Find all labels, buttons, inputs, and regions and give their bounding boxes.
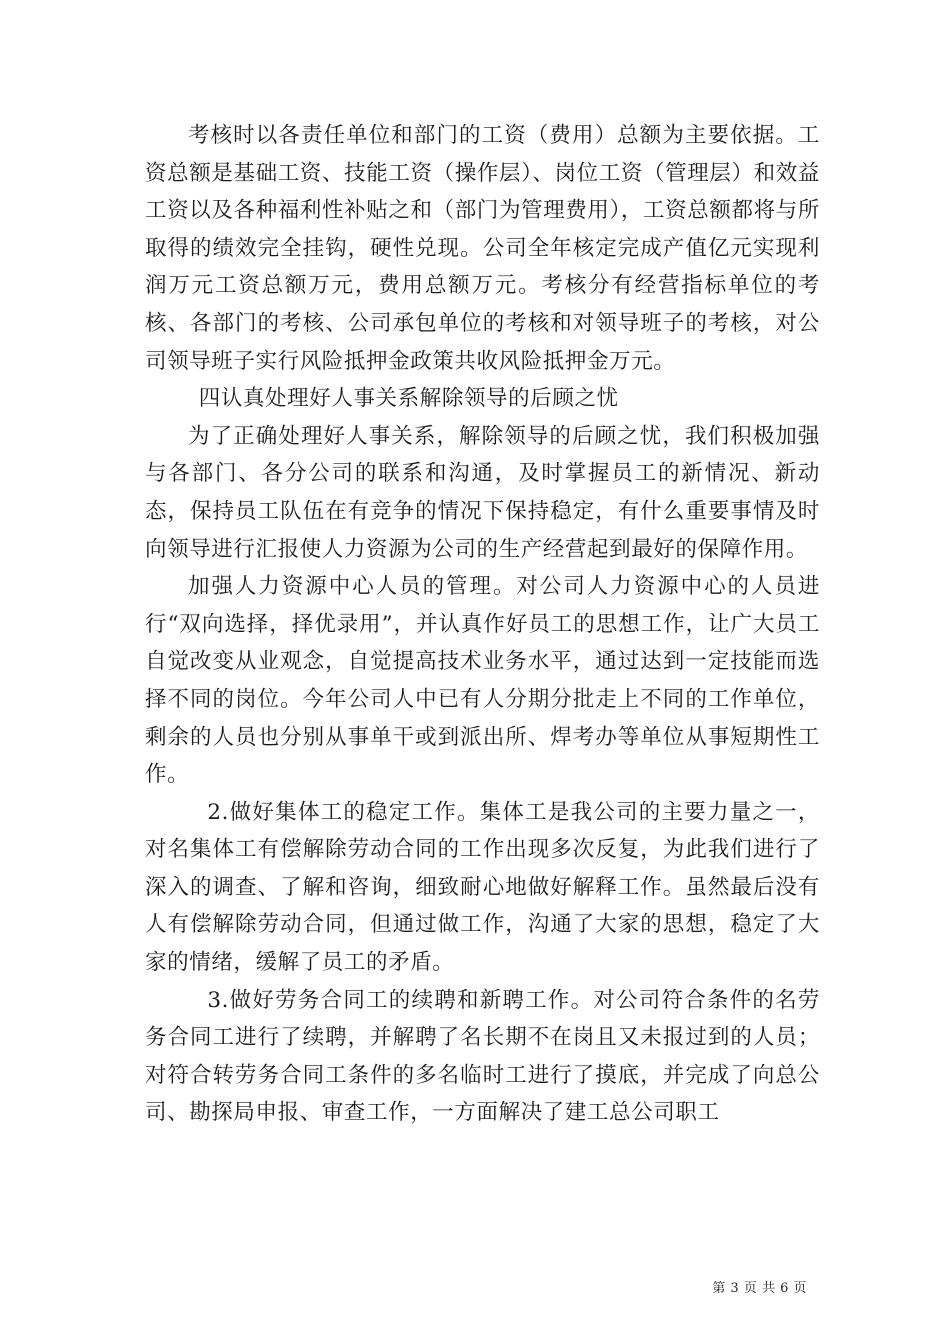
- page-number: 第 3 页 共 6 页: [712, 1281, 807, 1296]
- paragraph-personnel-relations: 为了正确处理好人事关系，解除领导的后顾之忧，我们积极加强与各部门、各分公司的联系和沟通，及时掌握员工的新情况、新动态，保持员工队伍在有竞争的情况下保持稳定，有什么重要事情及时向领导进行汇报使人力资源为公司的生产经营起到最好的保障作用。: [145, 423, 820, 562]
- paragraph-contract-workers: 3.做好劳务合同工的续聘和新聘工作。对公司符合条件的名劳务合同工进行了续聘，并解聘了名长期不在岗且又未报过到的人员；对符合转劳务合同工条件的多名临时工进行了摸底，并完成了向总公司、勘探局申报、审查工作，一方面解决了建工总公司职工: [145, 987, 820, 1126]
- section-heading-personnel: 四认真处理好人事关系解除领导的后顾之忧: [198, 386, 619, 412]
- document-body: [145, 117, 820, 1132]
- paragraph-hr-center-management: 加强人力资源中心人员的管理。对公司人力资源中心的人员进行“双向选择，择优录用”，并认真作好员工的思想工作，让广大员工自觉改变从业观念，自觉提高技术业务水平，通过达到一定技能而选择不同的岗位。今年公司人中已有人分期分批走上不同的工作单位，剩余的人员也分别从事单干或到派出所、焊考办等单位从事短期性工作。: [145, 574, 820, 788]
- paragraph-salary-assessment: 考核时以各责任单位和部门的工资（费用）总额为主要依据。工资总额是基础工资、技能工资（操作层）、岗位工资（管理层）和效益工资以及各种福利性补贴之和（部门为管理费用），工资总额都将与所取得的绩效完全挂钩，硬性兑现。公司全年核定完成产值亿元实现利润万元工资总额万元，费用总额万元。考核分有经营指标单位的考核、各部门的考核、公司承包单位的考核和对领导班子的考核，对公司领导班子实行风险抵押金政策共收风险抵押金万元。: [145, 123, 820, 374]
- paragraph-collective-workers: 2.做好集体工的稳定工作。集体工是我公司的主要力量之一，对名集体工有偿解除劳动合同的工作出现多次反复，为此我们进行了深入的调查、了解和咨询，细致耐心地做好解释工作。虽然最后没有人有偿解除劳动合同，但通过做工作，沟通了大家的思想，稳定了大家的情绪，缓解了员工的矛盾。: [145, 799, 820, 976]
